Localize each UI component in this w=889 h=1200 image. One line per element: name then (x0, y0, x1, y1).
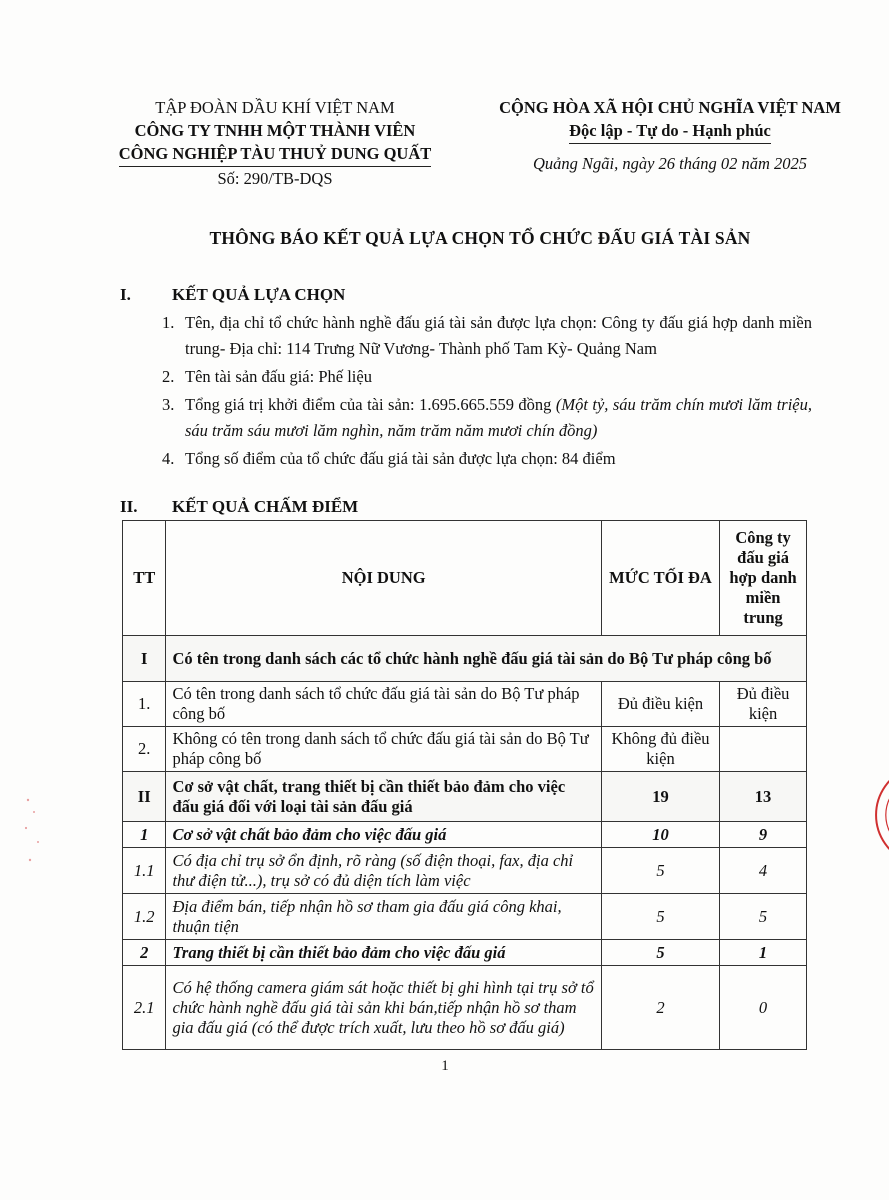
company-name-line1: CÔNG TY TNHH MỘT THÀNH VIÊN (134, 121, 416, 140)
cell-company: 0 (720, 966, 807, 1050)
cell-company: 1 (720, 940, 807, 966)
header-company: Công ty đấu giá hợp danh miền trung (720, 521, 807, 636)
cell-tt: 1. (123, 682, 166, 727)
issuer-header (95, 96, 455, 190)
cell-max: Không đủ điều kiện (601, 727, 719, 772)
cell-content: Có hệ thống camera giám sát hoặc thiết bị ghi hình tại trụ sở tổ chức hành nghề đấu giá tài sản khi bán,tiếp nhận hồ sơ tham gia đấu giá (có thể được trích xuất, lưu theo hồ sơ đấu giá) (166, 966, 601, 1050)
list-item-amount-in-words: (Một tỷ, sáu trăm chín mươi lăm triệu, sáu trăm sáu mươi lăm nghìn, năm trăm năm mươi chín đồng) (185, 395, 813, 440)
list-item (162, 310, 812, 362)
header-content: NỘI DUNG (166, 521, 601, 636)
page-number: 1 (441, 1058, 449, 1074)
cell-content: Trang thiết bị cần thiết bảo đảm cho việc đấu giá (166, 940, 601, 966)
cell-company: 9 (720, 822, 807, 848)
cell-tt: 2 (123, 940, 166, 966)
section-1-heading: KẾT QUẢ LỰA CHỌN (172, 285, 346, 304)
cell-content: Có địa chỉ trụ sở ổn định, rõ ràng (số điện thoại, fax, địa chỉ thư điện tử...), trụ sở có đủ diện tích làm việc (166, 848, 601, 894)
company-name-text: CÔNG NGHIỆP TÀU THUỶ DUNG QUẤT (119, 142, 431, 167)
cell-tt: 2. (123, 727, 166, 772)
table-row (123, 636, 807, 682)
list-item (162, 446, 812, 472)
table-header-row (123, 521, 807, 636)
score-table (122, 520, 807, 1050)
cell-tt: 1.2 (123, 894, 166, 940)
list-item (162, 364, 812, 390)
cell-company (720, 727, 807, 772)
cell-max: 5 (601, 894, 719, 940)
header-tt: TT (123, 521, 166, 636)
cell-company: 13 (720, 772, 807, 822)
cell-tt: I (123, 636, 166, 682)
cell-max: 5 (601, 940, 719, 966)
cell-tt: 1.1 (123, 848, 166, 894)
cell-content: Không có tên trong danh sách tổ chức đấu giá tài sản do Bộ Tư pháp công bố (166, 727, 601, 772)
cell-content: Có tên trong danh sách các tổ chức hành nghề đấu giá tài sản do Bộ Tư pháp công bố (166, 636, 807, 682)
section-1-number: I. (120, 285, 131, 304)
section-2-number: II. (120, 497, 138, 516)
list-item-text: Tổng giá trị khởi điểm của tài sản: 1.695.665.559 đồng (185, 395, 556, 414)
section-2-heading: KẾT QUẢ CHẤM ĐIỂM (172, 497, 359, 516)
document-number: Số: 290/TB-DQS (217, 169, 333, 188)
table-row (123, 727, 807, 772)
cell-max: 5 (601, 848, 719, 894)
table-row (123, 822, 807, 848)
selection-result-list (162, 310, 812, 472)
cell-content: Cơ sở vật chất, trang thiết bị cần thiết bảo đảm cho việc đấu giá đối với loại tài sản đấu giá (166, 772, 601, 822)
table-row (123, 772, 807, 822)
company-name-line2 (95, 142, 455, 167)
cell-content: Cơ sở vật chất bảo đảm cho việc đấu giá (166, 822, 601, 848)
cell-max: 19 (601, 772, 719, 822)
list-item-text: Tên, địa chỉ tổ chức hành nghề đấu giá tài sản được lựa chọn: Công ty đấu giá hợp danh miền trung- Địa chỉ: 114 Trưng Nữ Vương- Thành phố Tam Kỳ- Quảng Nam (185, 313, 812, 358)
group-name: TẬP ĐOÀN DẦU KHÍ VIỆT NAM (155, 98, 395, 117)
header-max-score: MỨC TỐI ĐA (601, 521, 719, 636)
cell-tt: 2.1 (123, 966, 166, 1050)
cell-max: Đủ điều kiện (601, 682, 719, 727)
national-motto (470, 119, 870, 144)
list-item-number: 2. (162, 367, 175, 386)
list-item-number: 3. (162, 395, 175, 414)
table-row (123, 940, 807, 966)
list-item-number: 1. (162, 313, 175, 332)
document-title: THÔNG BÁO KẾT QUẢ LỰA CHỌN TỔ CHỨC ĐẤU GIÁ TÀI SẢN (209, 228, 751, 248)
national-motto-text: Độc lập - Tự do - Hạnh phúc (569, 119, 771, 144)
cell-content: Địa điểm bán, tiếp nhận hồ sơ tham gia đấu giá công khai, thuận tiện (166, 894, 601, 940)
document-date: Quảng Ngãi, ngày 26 tháng 02 năm 2025 (532, 154, 808, 173)
table-row (123, 966, 807, 1050)
cell-max: 2 (601, 966, 719, 1050)
list-item (162, 392, 812, 444)
cell-max: 10 (601, 822, 719, 848)
cell-tt: 1 (123, 822, 166, 848)
table-row (123, 682, 807, 727)
list-item-text: Tên tài sản đấu giá: Phế liệu (185, 367, 372, 386)
cell-company: Đủ điều kiện (720, 682, 807, 727)
table-row (123, 848, 807, 894)
scan-marks (20, 790, 60, 880)
national-header (470, 96, 870, 175)
list-item-text: Tổng số điểm của tổ chức đấu giá tài sản được lựa chọn: 84 điểm (185, 449, 616, 468)
cell-tt: II (123, 772, 166, 822)
list-item-number: 4. (162, 449, 175, 468)
cell-company: 5 (720, 894, 807, 940)
cell-company: 4 (720, 848, 807, 894)
red-seal-stamp (873, 760, 889, 870)
table-row (123, 894, 807, 940)
cell-content: Có tên trong danh sách tổ chức đấu giá tài sản do Bộ Tư pháp công bố (166, 682, 601, 727)
national-title: CỘNG HÒA XÃ HỘI CHỦ NGHĨA VIỆT NAM (499, 98, 841, 117)
